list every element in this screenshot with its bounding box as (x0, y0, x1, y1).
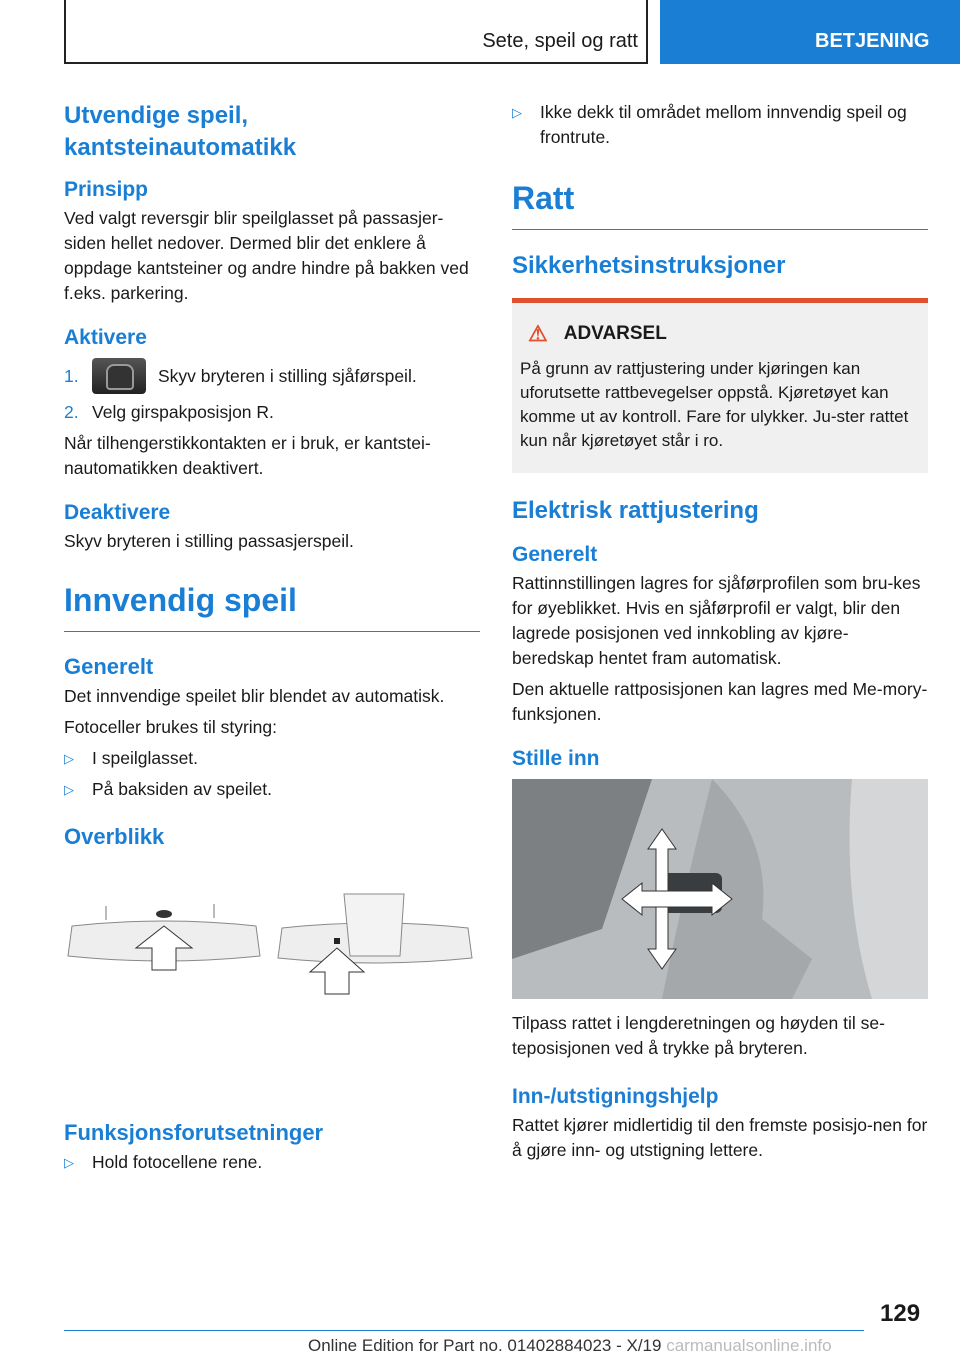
heading-elektrisk-rattjustering: Elektrisk rattjustering (512, 497, 759, 524)
footer-edition-text: Online Edition for Part no. 01402884023 - X/19 (308, 1336, 662, 1355)
para-inn-utstigningshjelp: Rattet kjører midlertidig til den fremste posisjo-nen for å gjøre inn- og utstigning lettere. (512, 1115, 928, 1160)
right-column (512, 100, 928, 1169)
bullet-text: Ikke dekk til området mellom innvendig speil og frontrute. (540, 102, 907, 147)
heading-innvendig-speil: Innvendig speil (64, 582, 480, 632)
mirror-switch-icon (92, 358, 146, 394)
heading-stille-inn: Stille inn (512, 747, 600, 770)
para-fotoceller: Fotoceller brukes til styring: (64, 717, 277, 737)
footer-watermark: carmanualsonline.info (666, 1336, 832, 1355)
bullet-marker-icon: ▷ (64, 1155, 74, 1170)
bullet-item (64, 777, 480, 802)
step-text: Velg girspakposisjon R. (92, 402, 274, 422)
heading-sikkerhetsinstruksjoner: Sikkerhetsinstruksjoner (512, 252, 786, 279)
warning-title-text: ADVARSEL (563, 323, 667, 344)
header-section-title: Sete, speil og ratt (482, 30, 638, 52)
bullet-item (64, 746, 480, 771)
page-number: 129 (880, 1300, 921, 1327)
step-text: Skyv bryteren i stilling sjåførspeil. (158, 365, 417, 386)
warning-triangle-icon: ⚠ (528, 321, 548, 346)
heading-inn-utstigningshjelp: Inn-/utstigningshjelp (512, 1085, 719, 1108)
para-generelt-1: Rattinnstillingen lagres for sjåførprofilen som bru-kes for øyeblikket. Hvis en sjåførprofil er valgt, blir den lagrede posisjonen ved innkobling av kjøre-beredskap hentet fram automatisk. (512, 573, 921, 668)
warning-text: På grunn av rattjustering under kjøringen kan uforutsette rattbevegelser oppstå. Kjøretøyet kan komme ut av kontroll. Fare for ulykker. Ju-ster rattet kun når kjøretøyet står i ro. (520, 359, 909, 450)
bullet-text: Hold fotocellene rene. (92, 1152, 263, 1172)
bullet-marker-icon: ▷ (64, 751, 74, 766)
mirror-illustration (64, 886, 480, 1086)
bullet-marker-icon: ▷ (64, 782, 74, 797)
para-stille-inn: Tilpass rattet i lengderetningen og høyden til se-teposisjonen ved å trykke på bryteren. (512, 1013, 885, 1058)
para-generelt-2: Den aktuelle rattposisjonen kan lagres med Me-mory-funksjonen. (512, 679, 928, 724)
warning-box (512, 298, 928, 473)
header-tab[interactable]: BETJENING (660, 0, 960, 64)
step-number: 2. (64, 402, 79, 422)
heading-deaktivere: Deaktivere (64, 501, 171, 524)
footer-edition (308, 1336, 832, 1356)
heading-ratt: Ratt (512, 180, 928, 230)
heading-generelt: Generelt (512, 543, 598, 566)
footer-rule (64, 1330, 864, 1331)
para-aktivere: Når tilhengerstikkontakten er i bruk, er kantstei-nautomatikken deaktivert. (64, 433, 431, 478)
step-number: 1. (64, 365, 79, 386)
bullet-item (512, 100, 928, 150)
heading-prinsipp: Prinsipp (64, 178, 149, 201)
heading-overblikk: Overblikk (64, 824, 165, 849)
bullet-text: På baksiden av speilet. (92, 779, 272, 799)
heading-exterior-mirrors: Utvendige speil, kantsteinautomatikk (64, 102, 297, 161)
para-generelt: Det innvendige speilet blir blendet av automatisk. (64, 686, 445, 706)
steering-adjust-photo (512, 779, 928, 999)
heading-aktivere: Aktivere (64, 326, 147, 349)
left-column (64, 100, 480, 1181)
warning-title (520, 321, 916, 347)
step-2 (64, 400, 480, 425)
para-deaktivere: Skyv bryteren i stilling passasjerspeil. (64, 531, 354, 551)
bullet-item (64, 1150, 480, 1175)
heading-funksjonsforutsetninger: Funksjonsforutsetninger (64, 1120, 324, 1145)
bullet-marker-icon: ▷ (512, 105, 522, 120)
step-1 (64, 358, 480, 394)
para-prinsipp: Ved valgt reversgir blir speilglasset på passasjer-siden hellet nedover. Dermed blir det enklere å oppdage kantsteiner og andre hindre på bakken ved f.eks. parkering. (64, 208, 469, 303)
heading-generelt: Generelt (64, 654, 154, 679)
bullet-text: I speilglasset. (92, 748, 199, 768)
